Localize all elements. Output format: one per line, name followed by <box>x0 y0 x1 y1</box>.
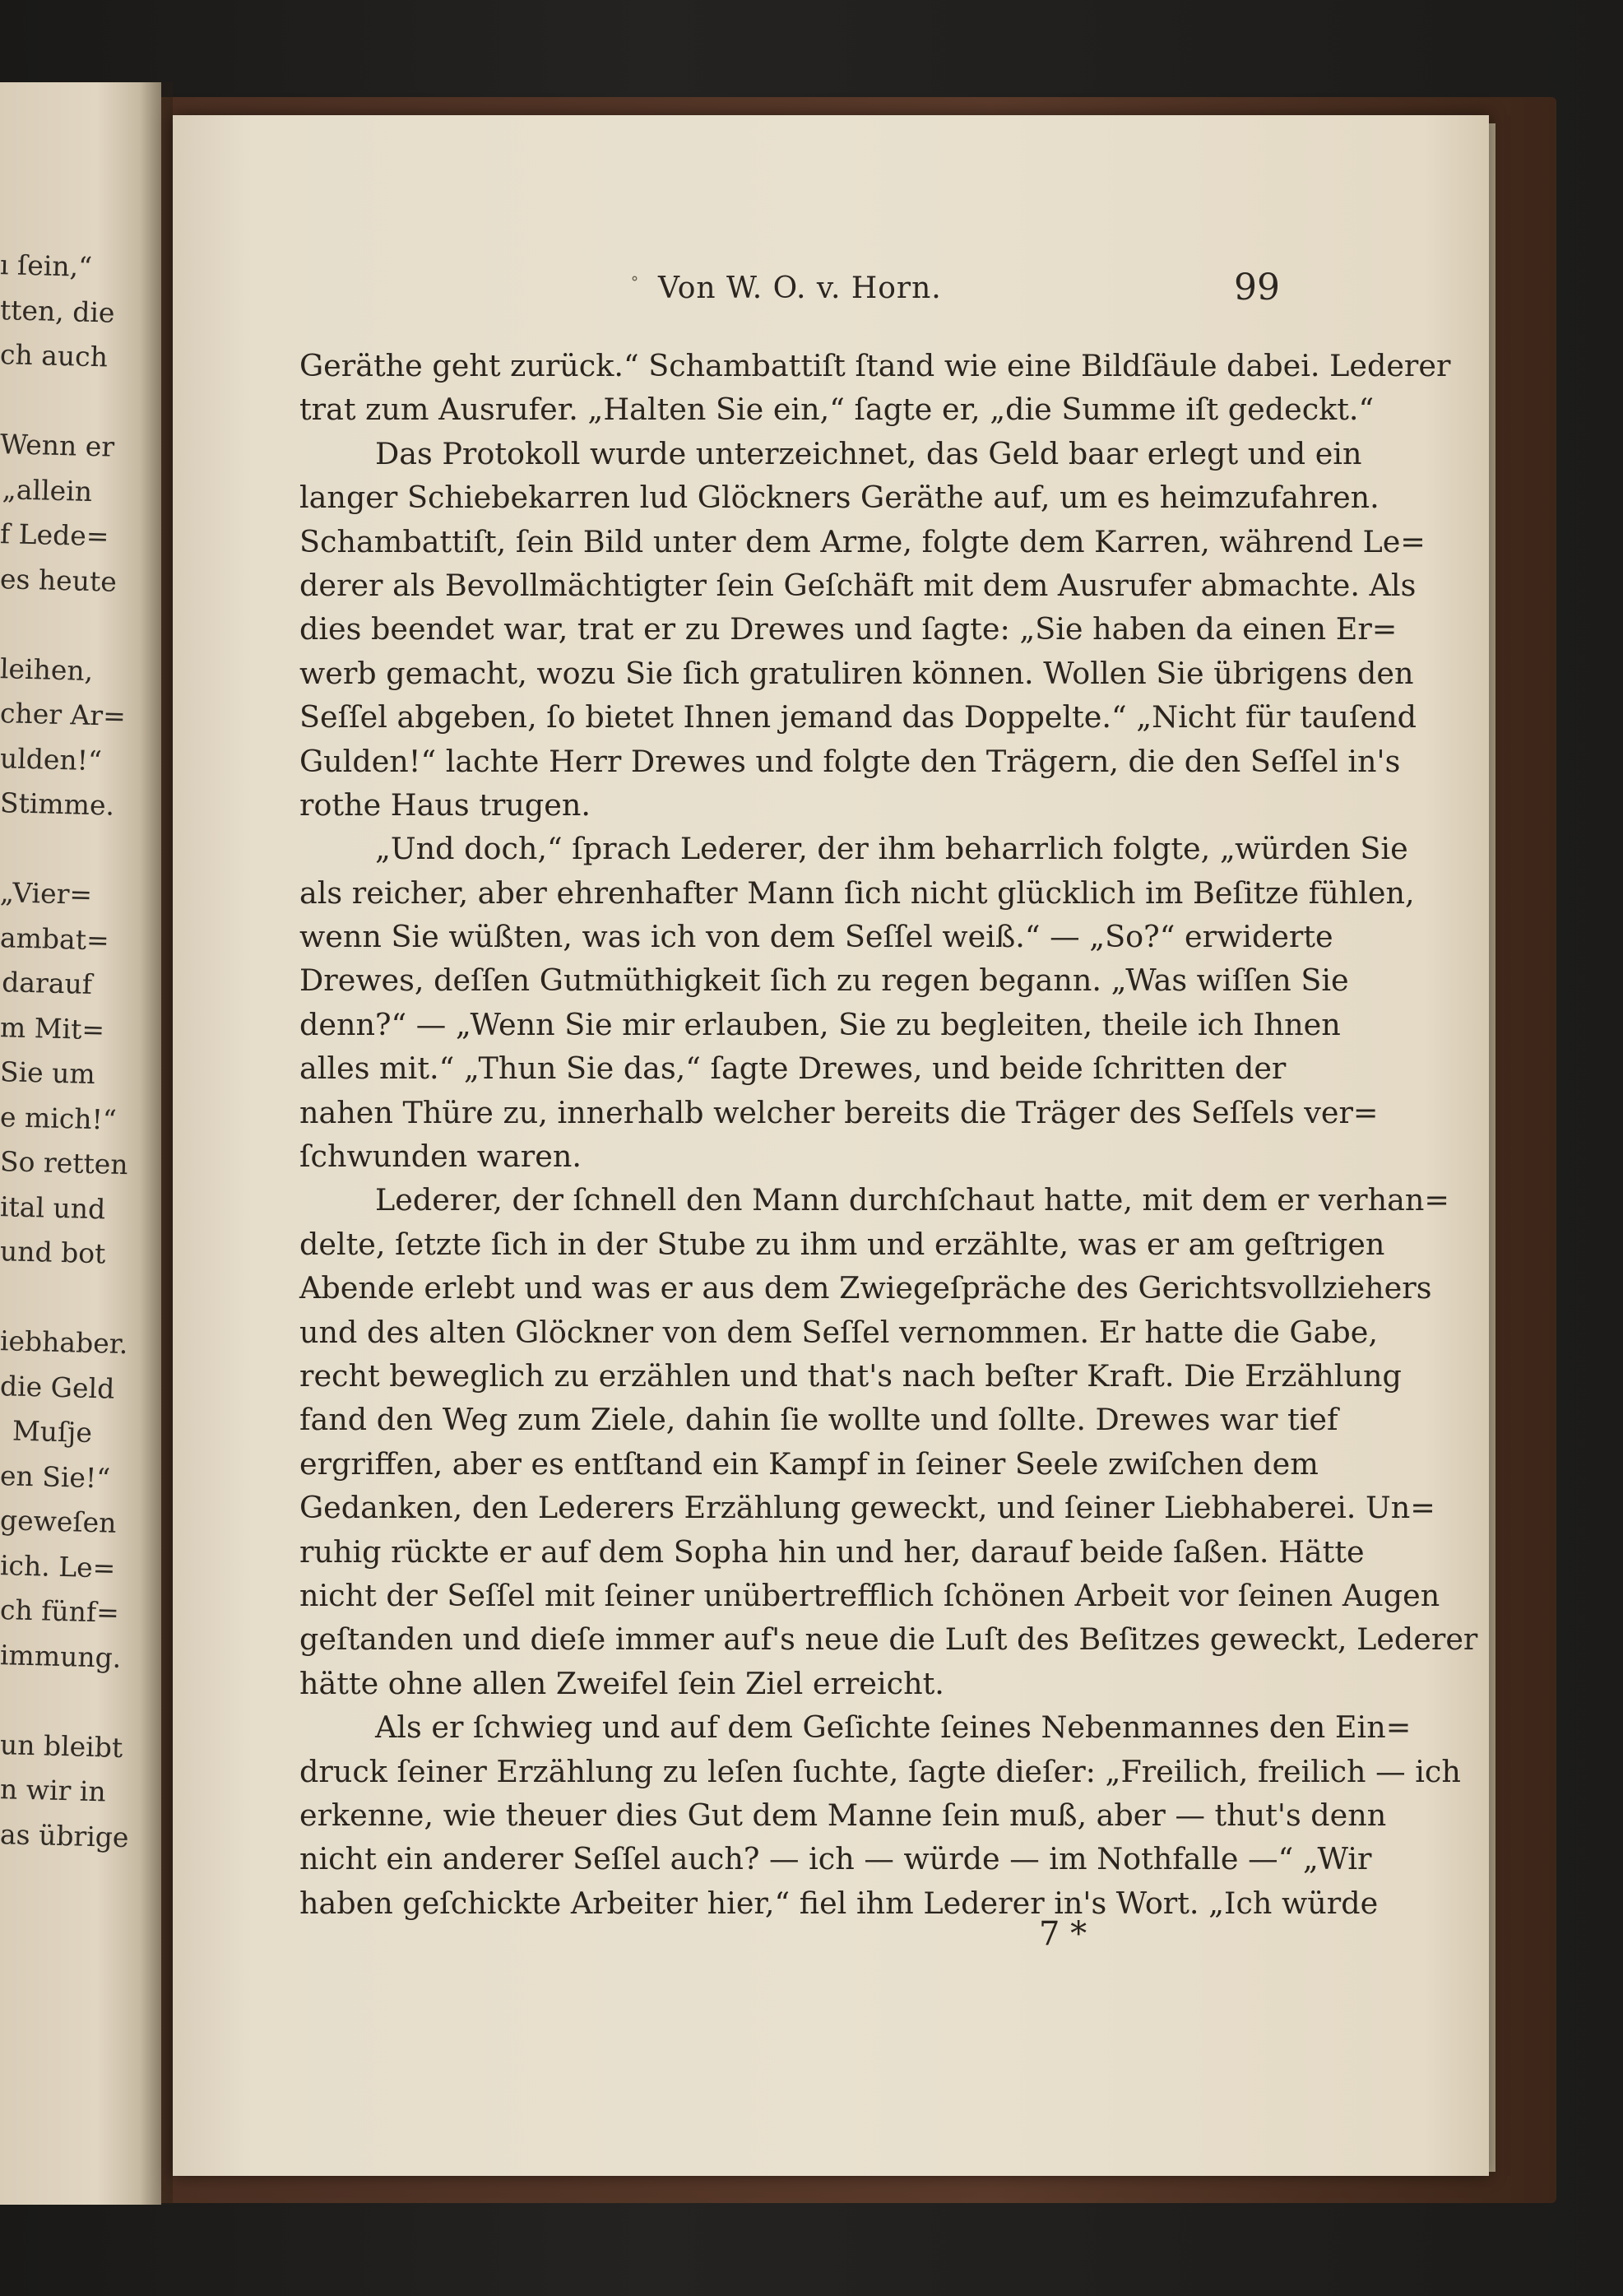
right-page <box>173 115 1489 2176</box>
left-page-line: So retten <box>0 1145 129 1181</box>
left-page-line: Wenn er <box>0 428 115 463</box>
running-head: Von W. O. v. Horn. <box>658 271 942 305</box>
text-line: werb gemacht, wozu Sie ſich gratuliren können. Wollen Sie übrigens den <box>299 655 1414 691</box>
text-line: Geräthe geht zurück.“ Schambattiſt ſtand wie eine Bildſäule dabei. Lederer <box>299 348 1451 383</box>
left-page-line: un bleibt <box>0 1728 123 1764</box>
text-line: ruhig rückte er auf dem Sopha hin und her, darauf beide ſaßen. Hätte <box>299 1533 1365 1570</box>
text-line: und des alten Glöckner von dem Seſſel vernommen. Er hatte die Gabe, <box>299 1314 1378 1350</box>
body-text <box>299 344 1478 1925</box>
text-line: derer als Bevollmächtigter ſein Geſchäft mit dem Ausrufer abmachte. Als <box>299 567 1417 603</box>
text-line: Gulden!“ lachte Herr Drewes und folgte den Trägern, die den Seſſel in's <box>299 743 1401 779</box>
text-line: alles mit.“ „Thun Sie das,“ ſagte Drewes, und beide ſchritten der <box>299 1051 1287 1087</box>
left-page-line: tten, die <box>0 293 116 329</box>
left-page-line: iebhaber. <box>0 1324 128 1361</box>
printer-mark: ˚ <box>630 276 639 297</box>
left-page-line: „Vier= <box>0 876 93 911</box>
left-page-line: m Mit= <box>0 1010 105 1046</box>
signature-mark: 7 * <box>1039 1915 1087 1953</box>
left-page-line: Stimme. <box>0 786 115 822</box>
left-page-line: ital und <box>0 1190 106 1225</box>
left-page-line: ich. Le= <box>0 1548 116 1584</box>
left-page-line: und bot <box>0 1235 106 1270</box>
left-page-line: „allein <box>2 472 93 508</box>
left-page-line: darauf <box>1 966 93 1000</box>
text-line: als reicher, aber ehrenhafter Mann ſich nicht glücklich im Beſitze fühlen, <box>299 874 1415 911</box>
text-line: Das Protokoll wurde unterzeichnet, das Geld baar erlegt und ein <box>375 435 1362 471</box>
text-line: Als er ſchwieg und auf dem Geſichte ſeines Nebenmannes den Ein= <box>375 1709 1412 1746</box>
text-line: wenn Sie wüßten, was ich von dem Seſſel weiß.“ — „So?“ erwiderte <box>299 919 1333 955</box>
text-line: Seſſel abgeben, ſo bietet Ihnen jemand das Doppelte.“ „Nicht für tauſend <box>299 699 1417 735</box>
left-page-line: leihen, <box>0 652 94 687</box>
left-page-line: ı ſein,“ <box>0 248 93 283</box>
left-page-line: ch auch <box>0 338 109 373</box>
text-line: trat zum Ausrufer. „Halten Sie ein,“ ſagte er, „die Summe iſt gedeckt.“ <box>299 392 1375 428</box>
text-line: Drewes, deſſen Gutmüthigkeit ſich zu regen begann. „Was wiſſen Sie <box>299 962 1349 999</box>
text-line: delte, ſetzte ſich in der Stube zu ihm und erzählte, was er am geſtrigen <box>299 1226 1385 1262</box>
left-page-line: ch fünf= <box>0 1593 120 1629</box>
text-line: ergriffen, aber es entſtand ein Kampf in ſeiner Seele zwiſchen dem <box>299 1445 1319 1482</box>
left-page-line: es heute <box>0 562 118 598</box>
text-line: langer Schiebekarren lud Glöckners Geräthe auf, um es heimzufahren. <box>299 480 1380 516</box>
text-line: ſchwunden waren. <box>299 1139 582 1175</box>
text-line: Abende erlebt und was er aus dem Zwiegeſpräche des Gerichtsvollziehers <box>299 1270 1432 1306</box>
text-line: geſtanden und dieſe immer auf's neue die Luſt des Beſitzes geweckt, Lederer <box>299 1621 1478 1658</box>
page-number: 99 <box>1234 267 1280 308</box>
text-line: fand den Weg zum Ziele, dahin ſie wollte und ſollte. Drewes war tief <box>299 1402 1338 1438</box>
left-page-line: as übrige <box>0 1817 129 1853</box>
text-line: denn?“ — „Wenn Sie mir erlauben, Sie zu begleiten, theile ich Ihnen <box>299 1006 1341 1042</box>
left-page-line: en Sie!“ <box>0 1459 111 1495</box>
text-line: Lederer, der ſchnell den Mann durchſchaut hatte, mit dem er verhan= <box>375 1182 1449 1218</box>
left-page-line: cher Ar= <box>0 697 127 733</box>
left-page-line: e mich!“ <box>0 1100 118 1136</box>
text-line: haben geſchickte Arbeiter hier,“ fiel ihm Lederer in's Wort. „Ich würde <box>299 1885 1379 1921</box>
text-line: nahen Thüre zu, innerhalb welcher bereits die Träger des Seſſels ver= <box>299 1094 1379 1130</box>
text-line: rothe Haus trugen. <box>299 786 591 823</box>
gutter-shadow <box>140 82 173 2205</box>
text-line: recht beweglich zu erzählen und that's nach beſter Kraft. Die Erzählung <box>299 1357 1402 1394</box>
left-page-line: n wir in <box>0 1773 107 1808</box>
text-line: nicht ein anderer Seſſel auch? — ich — würde — im Nothfalle —“ „Wir <box>299 1841 1372 1877</box>
left-page-line: die Geld <box>0 1369 115 1405</box>
left-page-line: Muſje <box>12 1414 93 1449</box>
left-page-line: immung. <box>0 1638 122 1674</box>
text-line: Schambattiſt, ſein Bild unter dem Arme, folgte dem Karren, während Le= <box>299 523 1426 559</box>
text-line: Gedanken, den Lederers Erzählung geweckt, und ſeiner Liebhaberei. Un= <box>299 1490 1435 1526</box>
left-page-line: geweſen <box>0 1504 117 1539</box>
text-line: druck ſeiner Erzählung zu leſen ſuchte, ſagte dieſer: „Freilich, freilich — ich <box>299 1753 1461 1789</box>
text-line: erkenne, wie theuer dies Gut dem Manne ſein muß, aber — thut's denn <box>299 1797 1387 1833</box>
text-line: dies beendet war, trat er zu Drewes und ſagte: „Sie haben da einen Er= <box>299 611 1398 647</box>
text-line: „Und doch,“ ſprach Lederer, der ihm beharrlich folgte, „würden Sie <box>375 831 1408 867</box>
text-line: nicht der Seſſel mit ſeiner unübertrefflich ſchönen Arbeit vor ſeinen Augen <box>299 1577 1440 1613</box>
left-page-line: f Lede= <box>0 517 109 553</box>
left-page <box>0 82 161 2205</box>
left-page-line: ambat= <box>0 921 110 957</box>
left-page-line: Sie um <box>0 1055 96 1091</box>
page-header <box>173 267 1489 321</box>
left-page-line: ulden!“ <box>0 741 103 777</box>
text-line: hätte ohne allen Zweifel ſein Ziel erreicht. <box>299 1665 944 1701</box>
